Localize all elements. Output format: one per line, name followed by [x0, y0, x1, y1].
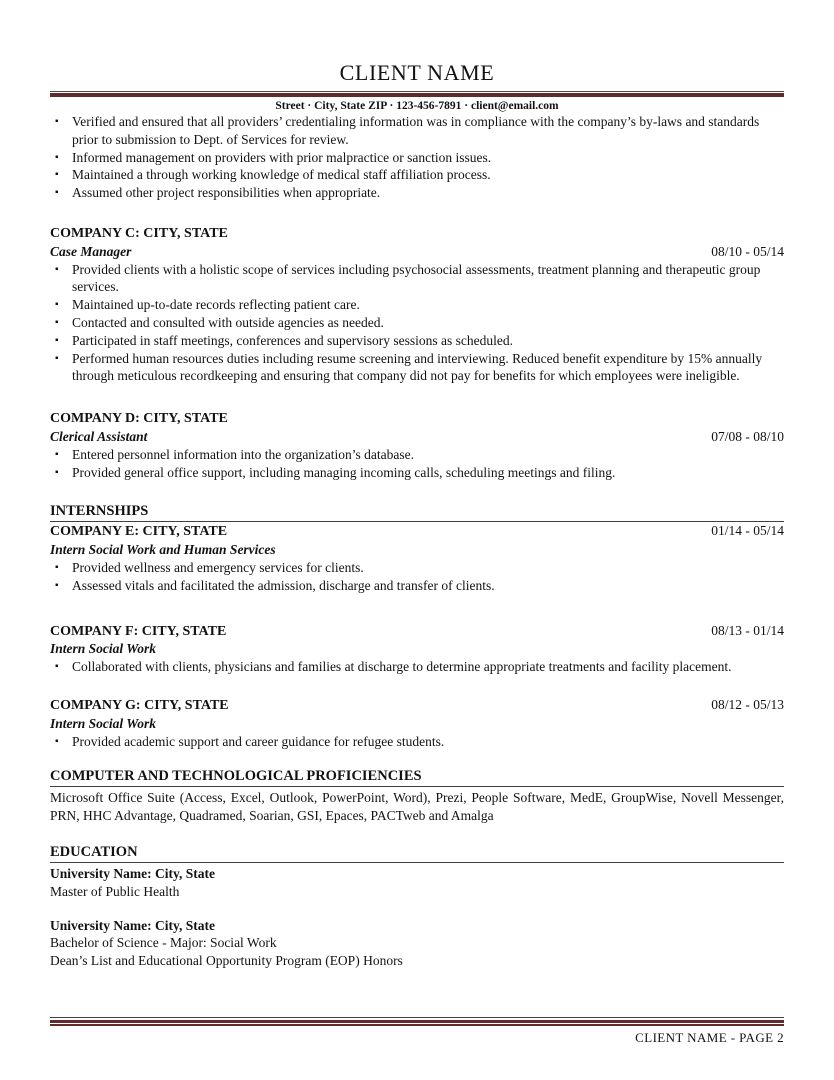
role-title: Intern Social Work: [50, 641, 157, 657]
job-header-row: [50, 410, 784, 428]
bullet-item: ▪ Informed management on providers with prior malpractice or sanction issues.: [50, 149, 784, 167]
school-name: University Name: City, State: [50, 865, 215, 881]
footer-page-label: CLIENT NAME - PAGE 2: [635, 1030, 784, 1045]
bullet-item: ▪ Verified and ensured that all providers’ credentialing information was in compliance with the company’s by-laws and standards prior to submission to Dept. of Services for review.: [50, 113, 784, 149]
section-heading-skills: COMPUTER AND TECHNOLOGICAL PROFICIENCIES: [50, 767, 784, 787]
job-bullet-list: [50, 658, 784, 676]
job-header-row: [50, 225, 784, 243]
bullet-item: ▪ Entered personnel information into the organization’s database.: [50, 446, 784, 464]
company-name: COMPANY F: CITY, STATE: [50, 623, 227, 639]
job-header-row: [50, 522, 784, 541]
bullet-item: ▪ Provided general office support, including managing incoming calls, scheduling meetings and filing.: [50, 464, 784, 482]
page-title: CLIENT NAME: [339, 60, 495, 85]
company-name: COMPANY D: CITY, STATE: [50, 411, 228, 427]
date-range: 08/10 - 05/14: [711, 243, 784, 259]
bullet-item: ▪ Maintained up-to-date records reflecting patient care.: [50, 296, 784, 314]
page-footer: [50, 1017, 784, 1046]
job-role-row: [50, 243, 784, 261]
date-range: 08/12 - 05/13: [711, 696, 784, 712]
date-range: 07/08 - 08/10: [711, 428, 784, 444]
role-title: Intern Social Work and Human Services: [50, 542, 276, 558]
footer-rule-line: [50, 1017, 784, 1018]
bullet-item: ▪ Participated in staff meetings, conferences and supervisory sessions as scheduled.: [50, 332, 784, 350]
job-company-g: [50, 696, 784, 750]
job-role-row: [50, 541, 784, 559]
header-rule-line: [50, 91, 784, 92]
company-name: COMPANY G: CITY, STATE: [50, 697, 229, 713]
bullet-item: ▪ Performed human resources duties including resume screening and interviewing. Reduced benefit expenditure by 15% annually through meticulous recordkeeping and ensuring that company did not pay for benefits for which employees were ineligible.: [50, 350, 784, 386]
job-header-row: [50, 622, 784, 641]
job-bullet-list: [50, 733, 784, 751]
role-title: Clerical Assistant: [50, 428, 148, 444]
bullet-item: ▪ Assessed vitals and facilitated the admission, discharge and transfer of clients.: [50, 577, 784, 595]
job-company-f: [50, 622, 784, 676]
job-bullet-list: [50, 446, 784, 482]
job-company-d: [50, 410, 784, 481]
footer-rule-bar: [50, 1024, 784, 1026]
company-name: COMPANY E: CITY, STATE: [50, 524, 228, 540]
job-role-row: [50, 428, 784, 446]
bullet-item: ▪ Collaborated with clients, physicians and families at discharge to determine appropriate treatments and facility placement.: [50, 658, 784, 676]
job-company-e: [50, 522, 784, 594]
footer-rule-bar: [50, 1020, 784, 1023]
company-name: COMPANY C: CITY, STATE: [50, 225, 228, 241]
degree-line: Bachelor of Science - Major: Social Work: [50, 935, 277, 951]
bullet-item: ▪ Provided academic support and career guidance for refugee students.: [50, 733, 784, 751]
skills-paragraph: Microsoft Office Suite (Access, Excel, Outlook, PowerPoint, Word), Prezi, People Software, MedE, GroupWise, Novell Messenger, PRN, HHC Advantage, Quadramed, Soarian, GSI, Epaces, PACTweb and Amalga: [50, 790, 784, 824]
job-role-row: [50, 715, 784, 733]
bullet-item: ▪ Assumed other project responsibilities when appropriate.: [50, 184, 784, 202]
bullet-item: ▪ Provided wellness and emergency services for clients.: [50, 559, 784, 577]
role-title: Intern Social Work: [50, 715, 157, 731]
section-skills: [50, 767, 784, 825]
section-education: [50, 843, 784, 970]
contact-line: Street · City, State ZIP · 123-456-7891 · client@email.com: [275, 100, 559, 112]
section-heading-internships: INTERNSHIPS: [50, 502, 784, 522]
education-entry: [50, 917, 784, 970]
bullet-item: ▪ Maintained a through working knowledge of medical staff affiliation process.: [50, 166, 784, 184]
bullet-item: ▪ Provided clients with a holistic scope of services including psychosocial assessments, treatment planning and therapeutic group services.: [50, 261, 784, 297]
date-range: 01/14 - 05/14: [711, 523, 784, 539]
date-range: 08/13 - 01/14: [711, 622, 784, 638]
bullet-item: ▪ Contacted and consulted with outside agencies as needed.: [50, 314, 784, 332]
role-title: Case Manager: [50, 243, 132, 259]
job-company-c: [50, 225, 784, 385]
continuation-bullet-list: [50, 113, 784, 202]
job-bullet-list: [50, 559, 784, 595]
job-header-row: [50, 696, 784, 715]
job-role-row: [50, 640, 784, 658]
school-name: University Name: City, State: [50, 917, 215, 933]
section-internships: [50, 502, 784, 750]
education-entry: [50, 865, 784, 901]
header-rule-bar: [50, 93, 784, 97]
job-bullet-list: [50, 261, 784, 386]
honors-line: Dean’s List and Educational Opportunity Program (EOP) Honors: [50, 953, 403, 969]
section-heading-education: EDUCATION: [50, 843, 784, 863]
degree-line: Master of Public Health: [50, 883, 180, 899]
